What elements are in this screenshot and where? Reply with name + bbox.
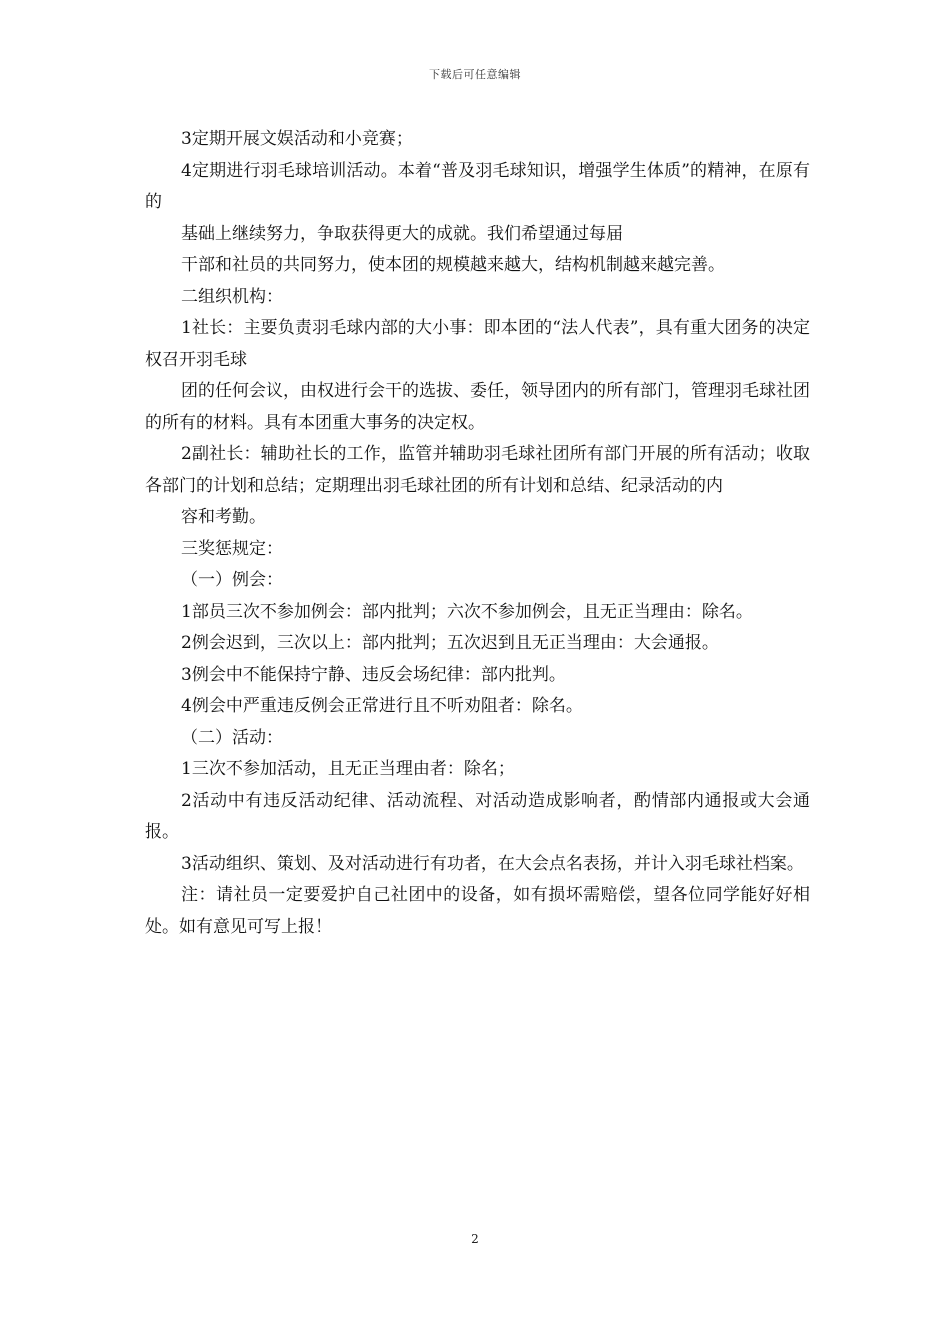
paragraph: 3活动组织、策划、及对活动进行有功者，在大会点名表扬，并计入羽毛球社档案。	[181, 853, 804, 874]
section-heading: 二组织机构：	[181, 286, 283, 307]
paragraph: 4例会中严重违反例会正常进行且不听劝阻者：除名。	[181, 696, 583, 716]
paragraph: 1社长：主要负责羽毛球内部的大小事：即本团的“法人代表”，具有重大团务的决定权召开羽毛球	[145, 318, 810, 370]
note-paragraph: 注：请社员一定要爱护自己社团中的设备，如有损坏需赔偿，望各位同学能好好相处。如有意见可写上报！	[145, 885, 810, 937]
paragraph: 2副社长：辅助社长的工作，监管并辅助羽毛球社团所有部门开展的所有活动；收取各部门的计划和总结；定期理出羽毛球社团的所有计划和总结、纪录活动的内	[145, 444, 810, 496]
paragraph: 2活动中有违反活动纪律、活动流程、对活动造成影响者，酌情部内通报或大会通报。	[145, 790, 810, 842]
paragraph: 1部员三次不参加例会：部内批判；六次不参加例会，且无正当理由：除名。	[181, 601, 753, 622]
paragraph: 基础上继续努力，争取获得更大的成就。我们希望通过每届	[181, 223, 623, 244]
body-text	[145, 124, 810, 943]
paragraph: 3定期开展文娱活动和小竞赛；	[181, 129, 413, 149]
paragraph: 2例会迟到，三次以上：部内批判；五次迟到且无正当理由：大会通报。	[181, 633, 719, 653]
section-heading: 三奖惩规定：	[181, 538, 283, 559]
subsection-heading: （二）活动：	[181, 727, 283, 748]
paragraph: 1三次不参加活动，且无正当理由者：除名；	[181, 759, 515, 779]
page-header: 下载后可任意编辑	[429, 68, 521, 81]
paragraph: 3例会中不能保持宁静、违反会场纪律：部内批判。	[181, 664, 566, 685]
page-number: 2	[471, 1232, 479, 1246]
paragraph: 干部和社员的共同努力，使本团的规模越来越大，结构机制越来越完善。	[181, 255, 725, 275]
subsection-heading: （一）例会：	[181, 570, 283, 590]
paragraph: 团的任何会议，由权进行会干的选拔、委任，领导团内的所有部门，管理羽毛球社团的所有的材料。具有本团重大事务的决定权。	[145, 381, 810, 433]
paragraph: 容和考勤。	[181, 507, 266, 527]
paragraph: 4定期进行羽毛球培训活动。本着“普及羽毛球知识，增强学生体质”的精神，在原有的	[145, 160, 810, 212]
